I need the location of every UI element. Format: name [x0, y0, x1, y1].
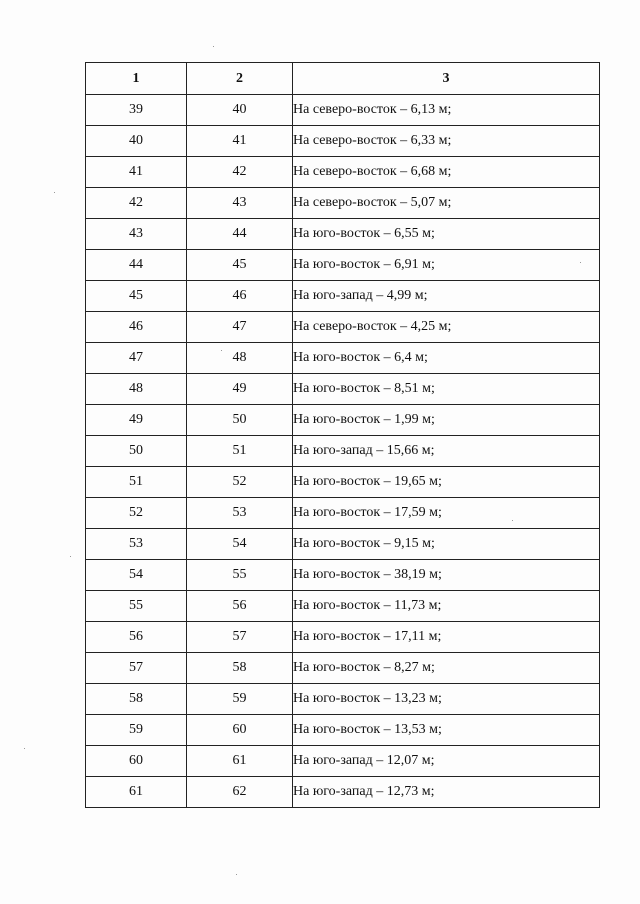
- direction-distance-cell: На юго-восток – 6,91 м;: [293, 250, 600, 281]
- to-point-cell: 40: [187, 95, 293, 126]
- table-row: [86, 281, 600, 312]
- direction-distance-cell: На юго-запад – 4,99 м;: [293, 281, 600, 312]
- to-point-cell: 59: [187, 684, 293, 715]
- table-header: [86, 63, 600, 95]
- direction-distance-cell: На северо-восток – 4,25 м;: [293, 312, 600, 343]
- table-row: [86, 529, 600, 560]
- direction-distance-cell: На юго-запад – 15,66 м;: [293, 436, 600, 467]
- direction-distance-cell: На юго-восток – 9,15 м;: [293, 529, 600, 560]
- direction-distance-cell: На юго-восток – 6,55 м;: [293, 219, 600, 250]
- scan-speck: [70, 556, 71, 557]
- table-row: [86, 219, 600, 250]
- table-row: [86, 498, 600, 529]
- direction-distance-cell: На юго-запад – 12,73 м;: [293, 777, 600, 808]
- scan-speck: [213, 46, 214, 47]
- header-cell-col1: 1: [86, 63, 187, 95]
- from-point-cell: 60: [86, 746, 187, 777]
- to-point-cell: 42: [187, 157, 293, 188]
- table-row: [86, 188, 600, 219]
- to-point-cell: 55: [187, 560, 293, 591]
- direction-distance-cell: На юго-восток – 8,27 м;: [293, 653, 600, 684]
- direction-distance-cell: На юго-запад – 12,07 м;: [293, 746, 600, 777]
- header-row: [86, 63, 600, 95]
- scan-speck: [512, 520, 513, 521]
- direction-distance-cell: На юго-восток – 6,4 м;: [293, 343, 600, 374]
- direction-distance-cell: На северо-восток – 6,13 м;: [293, 95, 600, 126]
- to-point-cell: 60: [187, 715, 293, 746]
- from-point-cell: 46: [86, 312, 187, 343]
- to-point-cell: 52: [187, 467, 293, 498]
- table-row: [86, 343, 600, 374]
- direction-distance-cell: На юго-восток – 13,23 м;: [293, 684, 600, 715]
- to-point-cell: 44: [187, 219, 293, 250]
- from-point-cell: 58: [86, 684, 187, 715]
- from-point-cell: 48: [86, 374, 187, 405]
- from-point-cell: 54: [86, 560, 187, 591]
- to-point-cell: 41: [187, 126, 293, 157]
- direction-distance-cell: На юго-восток – 17,11 м;: [293, 622, 600, 653]
- direction-distance-cell: На юго-восток – 38,19 м;: [293, 560, 600, 591]
- to-point-cell: 53: [187, 498, 293, 529]
- to-point-cell: 46: [187, 281, 293, 312]
- table-row: [86, 250, 600, 281]
- table-row: [86, 653, 600, 684]
- table-row: [86, 591, 600, 622]
- from-point-cell: 56: [86, 622, 187, 653]
- from-point-cell: 40: [86, 126, 187, 157]
- to-point-cell: 58: [187, 653, 293, 684]
- from-point-cell: 61: [86, 777, 187, 808]
- table-row: [86, 312, 600, 343]
- direction-distance-cell: На юго-восток – 11,73 м;: [293, 591, 600, 622]
- to-point-cell: 50: [187, 405, 293, 436]
- to-point-cell: 56: [187, 591, 293, 622]
- table-row: [86, 622, 600, 653]
- direction-distance-cell: На юго-восток – 13,53 м;: [293, 715, 600, 746]
- from-point-cell: 51: [86, 467, 187, 498]
- from-point-cell: 43: [86, 219, 187, 250]
- to-point-cell: 62: [187, 777, 293, 808]
- from-point-cell: 41: [86, 157, 187, 188]
- table-row: [86, 374, 600, 405]
- to-point-cell: 47: [187, 312, 293, 343]
- direction-distance-cell: На северо-восток – 6,33 м;: [293, 126, 600, 157]
- to-point-cell: 61: [187, 746, 293, 777]
- table-body: [86, 95, 600, 808]
- from-point-cell: 47: [86, 343, 187, 374]
- header-cell-col3: 3: [293, 63, 600, 95]
- from-point-cell: 42: [86, 188, 187, 219]
- from-point-cell: 50: [86, 436, 187, 467]
- scan-speck: [580, 262, 581, 263]
- table-row: [86, 746, 600, 777]
- from-point-cell: 55: [86, 591, 187, 622]
- table-row: [86, 715, 600, 746]
- table-row: [86, 436, 600, 467]
- to-point-cell: 57: [187, 622, 293, 653]
- scan-speck: [236, 874, 237, 875]
- to-point-cell: 48: [187, 343, 293, 374]
- to-point-cell: 51: [187, 436, 293, 467]
- to-point-cell: 54: [187, 529, 293, 560]
- from-point-cell: 45: [86, 281, 187, 312]
- from-point-cell: 57: [86, 653, 187, 684]
- table-row: [86, 467, 600, 498]
- from-point-cell: 39: [86, 95, 187, 126]
- from-point-cell: 44: [86, 250, 187, 281]
- boundary-table: [85, 62, 600, 808]
- table-row: [86, 560, 600, 591]
- table-row: [86, 405, 600, 436]
- scan-speck: [221, 350, 222, 351]
- direction-distance-cell: На северо-восток – 5,07 м;: [293, 188, 600, 219]
- from-point-cell: 49: [86, 405, 187, 436]
- from-point-cell: 52: [86, 498, 187, 529]
- table-row: [86, 777, 600, 808]
- scan-speck: [24, 748, 25, 749]
- table-row: [86, 126, 600, 157]
- direction-distance-cell: На северо-восток – 6,68 м;: [293, 157, 600, 188]
- header-cell-col2: 2: [187, 63, 293, 95]
- from-point-cell: 53: [86, 529, 187, 560]
- direction-distance-cell: На юго-восток – 19,65 м;: [293, 467, 600, 498]
- scan-speck: [54, 192, 55, 193]
- direction-distance-cell: На юго-восток – 1,99 м;: [293, 405, 600, 436]
- table-row: [86, 684, 600, 715]
- to-point-cell: 43: [187, 188, 293, 219]
- direction-distance-cell: На юго-восток – 17,59 м;: [293, 498, 600, 529]
- table-row: [86, 95, 600, 126]
- from-point-cell: 59: [86, 715, 187, 746]
- to-point-cell: 49: [187, 374, 293, 405]
- direction-distance-cell: На юго-восток – 8,51 м;: [293, 374, 600, 405]
- to-point-cell: 45: [187, 250, 293, 281]
- table-row: [86, 157, 600, 188]
